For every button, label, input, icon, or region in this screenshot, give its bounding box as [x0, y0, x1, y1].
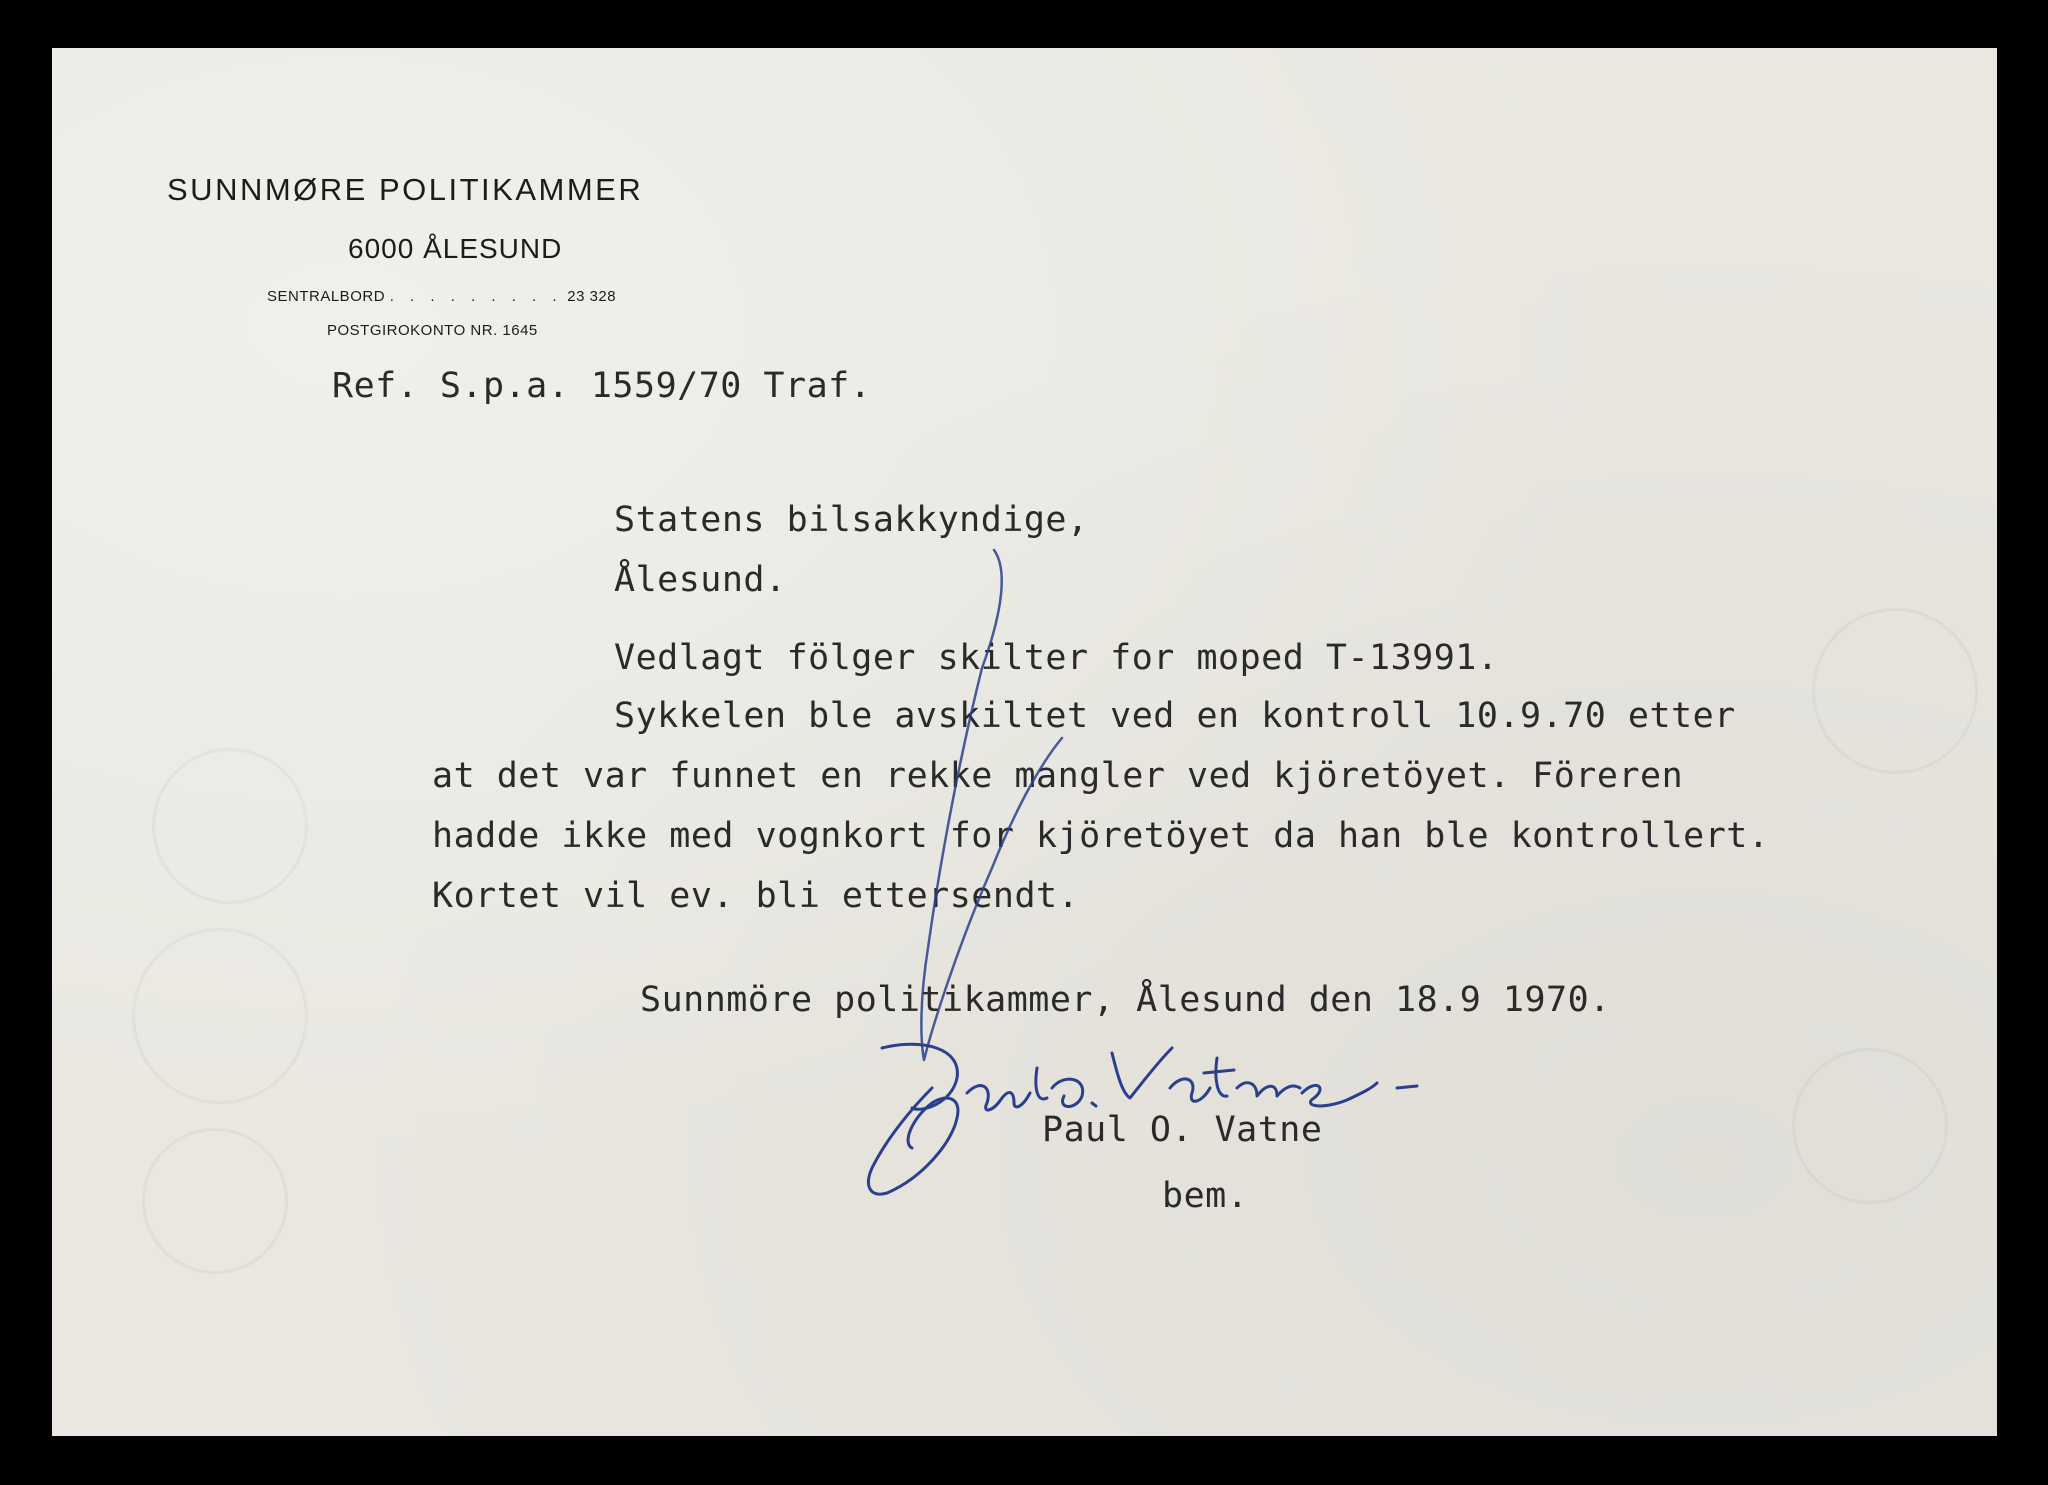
ghost-stamp — [152, 748, 308, 904]
ink-annotations — [52, 48, 1997, 1436]
recipient-line-2: Ålesund. — [614, 560, 787, 600]
reference-line: Ref. S.p.a. 1559/70 Traf. — [332, 366, 872, 406]
body-paragraph-2-line-2: at det var funnet en rekke mangler ved kjöretöyet. Föreren — [432, 756, 1684, 796]
letterhead-postgiro: POSTGIROKONTO NR. 1645 — [327, 322, 538, 339]
place-date-line: Sunnmöre politikammer, Ålesund den 18.9 1970. — [640, 980, 1611, 1020]
body-paragraph-2-line-1: Sykkelen ble avskiltet ved en kontroll 10.9.70 etter — [614, 696, 1736, 736]
body-paragraph-1: Vedlagt fölger skilter for moped T-13991. — [614, 638, 1499, 678]
letterhead-switchboard — [267, 288, 616, 305]
recipient-line-1: Statens bilsakkyndige, — [614, 500, 1089, 540]
signatory-title: bem. — [1162, 1176, 1249, 1216]
ghost-stamp — [142, 1128, 288, 1274]
ghost-stamp — [1812, 608, 1978, 774]
signatory-name: Paul O. Vatne — [1042, 1110, 1323, 1150]
ghost-stamp — [132, 928, 308, 1104]
switchboard-leader: . . . . . . . . . — [389, 288, 563, 305]
letterhead-organization: SUNNMØRE POLITIKAMMER — [167, 172, 644, 207]
switchboard-number: 23 328 — [567, 288, 617, 305]
letterhead-city: 6000 ÅLESUND — [348, 233, 563, 264]
body-paragraph-2-line-3: hadde ikke med vognkort for kjöretöyet da han ble kontrollert. — [432, 816, 1770, 856]
ghost-stamp — [1792, 1048, 1948, 1204]
switchboard-label: SENTRALBORD — [267, 288, 386, 305]
body-paragraph-2-line-4: Kortet vil ev. bli ettersendt. — [432, 876, 1080, 916]
letter-page — [52, 48, 1997, 1436]
